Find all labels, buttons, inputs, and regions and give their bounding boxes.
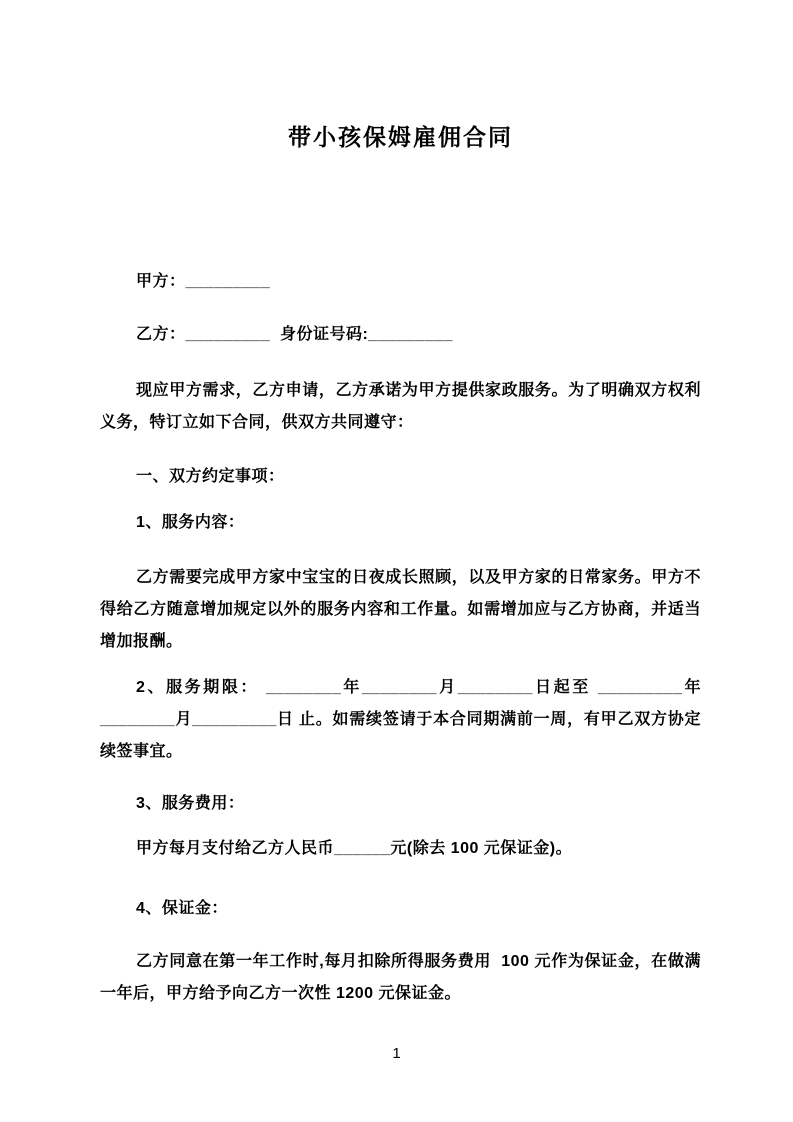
- clause-3-body: 甲方每月支付给乙方人民币______元(除去 100 元保证金)。: [136, 840, 573, 857]
- party-b-line: 乙方：_________ 身份证号码:_________: [136, 326, 453, 343]
- clause-4-heading: 4、保证金：: [136, 900, 228, 917]
- page-number: 1: [392, 1045, 401, 1062]
- intro-paragraph: 现应甲方需求，乙方申请，乙方承诺为甲方提供家政服务。为了明确双方权利义务，特订立如下合同，供双方共同遵守：: [100, 382, 701, 431]
- clause-2-paragraph: 2、服务期限： ________年________月________日起至 _________年________月_________日 止。如需续签请于本合同期满前一周，有甲乙双方协定续签事宜。: [100, 679, 701, 760]
- party-a-line: 甲方：_________: [136, 273, 271, 290]
- clause-4-body: 乙方同意在第一年工作时,每月扣除所得服务费用 100 元作为保证金，在做满一年后，甲方给予向乙方一次性 1200 元保证金。: [100, 953, 701, 1002]
- contract-title: 带小孩保姆雇佣合同: [288, 124, 513, 150]
- clause-3-heading: 3、服务费用：: [136, 795, 245, 812]
- section-1-heading: 一、双方约定事项：: [136, 468, 285, 485]
- clause-1-body: 乙方需要完成甲方家中宝宝的日夜成长照顾，以及甲方家的日常家务。甲方不得给乙方随意增加规定以外的服务内容和工作量。如需增加应与乙方协商，并适当增加报酬。: [100, 569, 701, 650]
- clause-1-heading: 1、服务内容：: [136, 514, 245, 531]
